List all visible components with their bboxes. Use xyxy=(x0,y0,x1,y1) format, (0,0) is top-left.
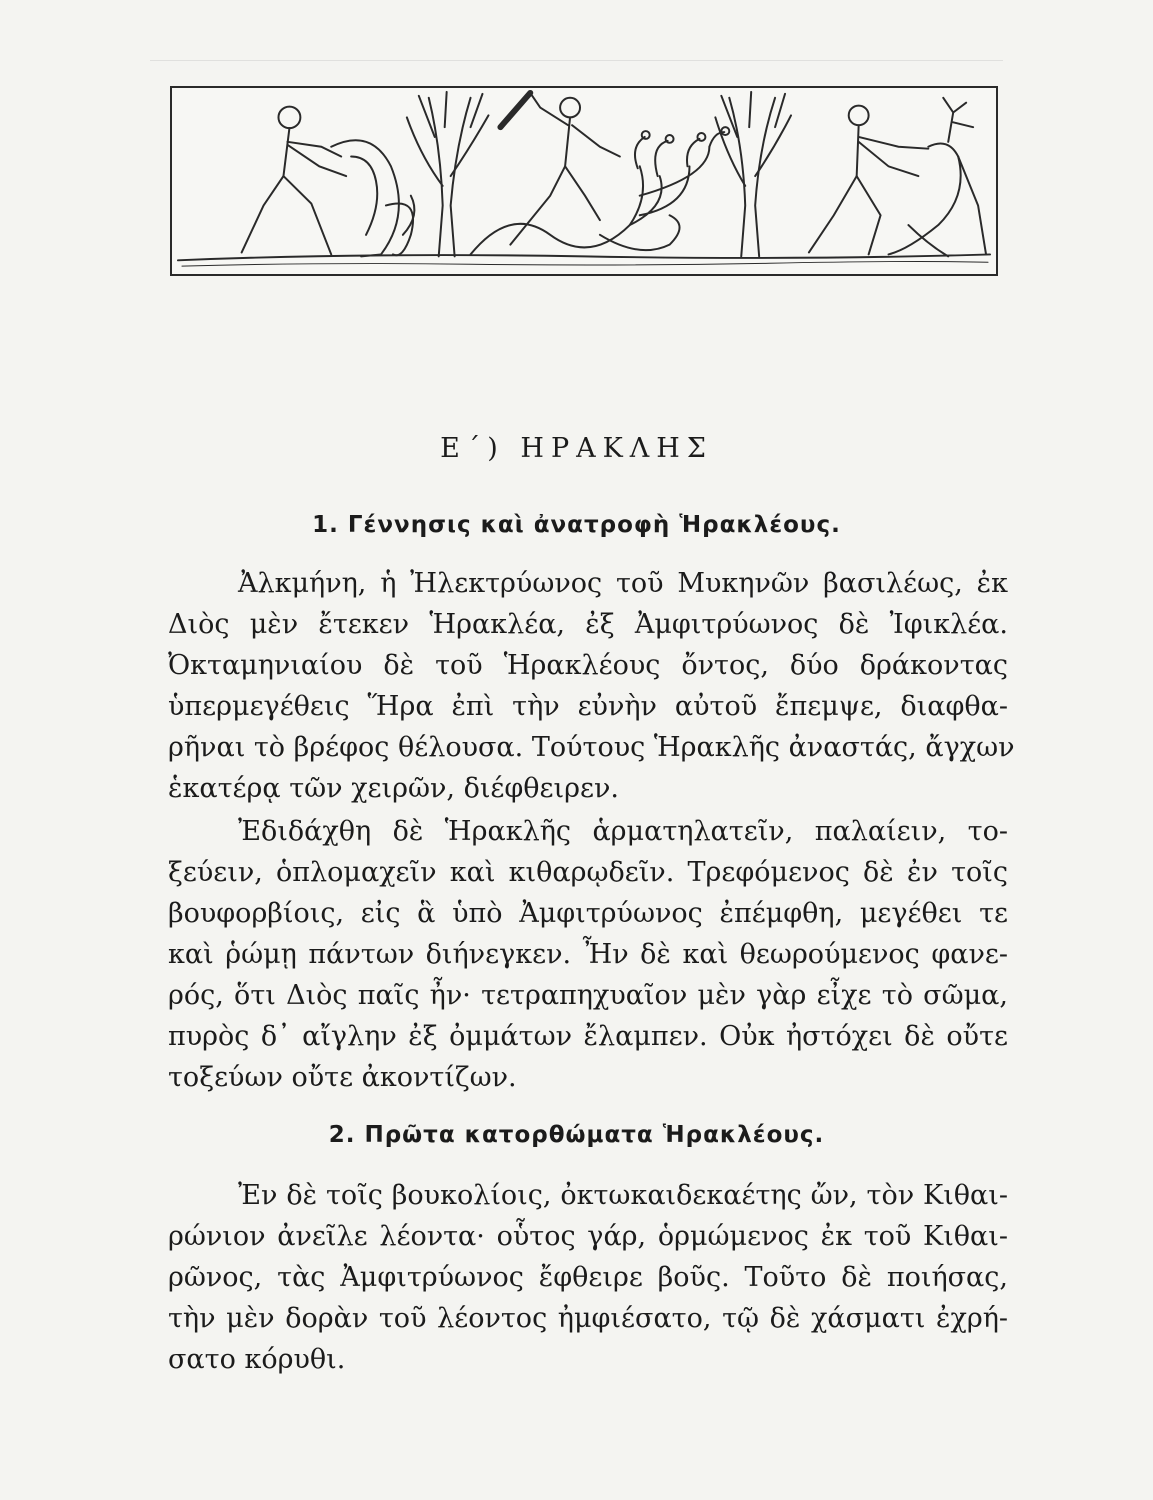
text-line: ὑπερμεγέθεις Ἥρα ἐπὶ τὴν εὐνὴν αὐτοῦ ἔπεμψε, διαφθα- xyxy=(168,691,1008,722)
text-line: βουφορβίοις, εἰς ἃ ὑπὸ Ἀμφιτρύωνος ἐπέμφθη, μεγέθει τε xyxy=(168,898,1008,929)
left-tree xyxy=(407,92,489,256)
hero-with-hind xyxy=(809,98,986,257)
frieze-illustration xyxy=(172,88,996,274)
section-1-paragraph-2 xyxy=(168,811,1008,1098)
text-line: ἑκατέρᾳ τῶν χειρῶν, διέφθειρεν. xyxy=(168,773,619,804)
text-line: ρώνιον ἀνεῖλε λέοντα· οὗτος γάρ, ὁρμώμενος ἐκ τοῦ Κιθαι- xyxy=(168,1221,1008,1252)
text-line: Ἐν δὲ τοῖς βουκολίοις, ὀκτωκαιδεκαέτης ὤν, τὸν Κιθαι- xyxy=(238,1180,1008,1211)
chapter-title: Ε΄) ΗΡΑΚΛΗΣ xyxy=(440,433,713,464)
text-line: τὴν μὲν δορὰν τοῦ λέοντος ἠμφιέσατο, τῷ δὲ χάσματι ἐχρή- xyxy=(168,1303,1008,1334)
text-line: ρός, ὅτι Διὸς παῖς ἦν· τετραπηχυαῖον μὲν γὰρ εἶχε τὸ σῶμα, xyxy=(168,980,1008,1011)
hero-with-lion xyxy=(242,107,415,257)
hero-with-hydra xyxy=(471,93,730,255)
text-line: ρῶνος, τὰς Ἀμφιτρύωνος ἔφθειρε βοῦς. Τοῦτο δὲ ποιήσας, xyxy=(168,1262,1008,1293)
text-line: Ἀλκμήνη, ἡ Ἠλεκτρύωνος τοῦ Μυκηνῶν βασιλέως, ἐκ xyxy=(238,568,1008,599)
section-2-heading: 2. Πρῶτα κατορθώματα Ἡρακλέους. xyxy=(328,1122,825,1148)
text-line: Ὀκταμηνιαίου δὲ τοῦ Ἡρακλέους ὄντος, δύο δράκοντας xyxy=(168,650,1008,681)
text-line: Διὸς μὲν ἔτεκεν Ἡρακλέα, ἐξ Ἀμφιτρύωνος δὲ Ἰφικλέα. xyxy=(168,609,1008,640)
text-line: καὶ ῥώμῃ πάντων διήνεγκεν. Ἦν δὲ καὶ θεωρούμενος φανε- xyxy=(168,939,1008,970)
section-1-heading: 1. Γέννησις καὶ ἀνατροφὴ Ἡρακλέους. xyxy=(312,512,841,538)
text-line: πυρὸς δ᾽ αἴγλην ἐξ ὀμμάτων ἔλαμπεν. Οὐκ ἠστόχει δὲ οὔτε xyxy=(168,1021,1008,1052)
text-line: τοξεύων οὔτε ἀκοντίζων. xyxy=(168,1062,517,1093)
right-tree xyxy=(715,92,791,256)
text-line: ξεύειν, ὁπλομαχεῖν καὶ κιθαρῳδεῖν. Τρεφόμενος δὲ ἐν τοῖς xyxy=(168,857,1008,888)
text-line: Ἐδιδάχθη δὲ Ἡρακλῆς ἁρματηλατεῖν, παλαίειν, το- xyxy=(238,816,1008,847)
heracles-labours-frieze xyxy=(170,86,998,276)
text-line: ρῆναι τὸ βρέφος θέλουσα. Τούτους Ἡρακλῆς ἀναστάς, ἄγχων xyxy=(168,732,1015,763)
section-2-paragraph-1 xyxy=(168,1175,1008,1380)
text-line: σατο κόρυθι. xyxy=(168,1344,346,1375)
section-1-paragraph-1 xyxy=(168,563,1015,809)
